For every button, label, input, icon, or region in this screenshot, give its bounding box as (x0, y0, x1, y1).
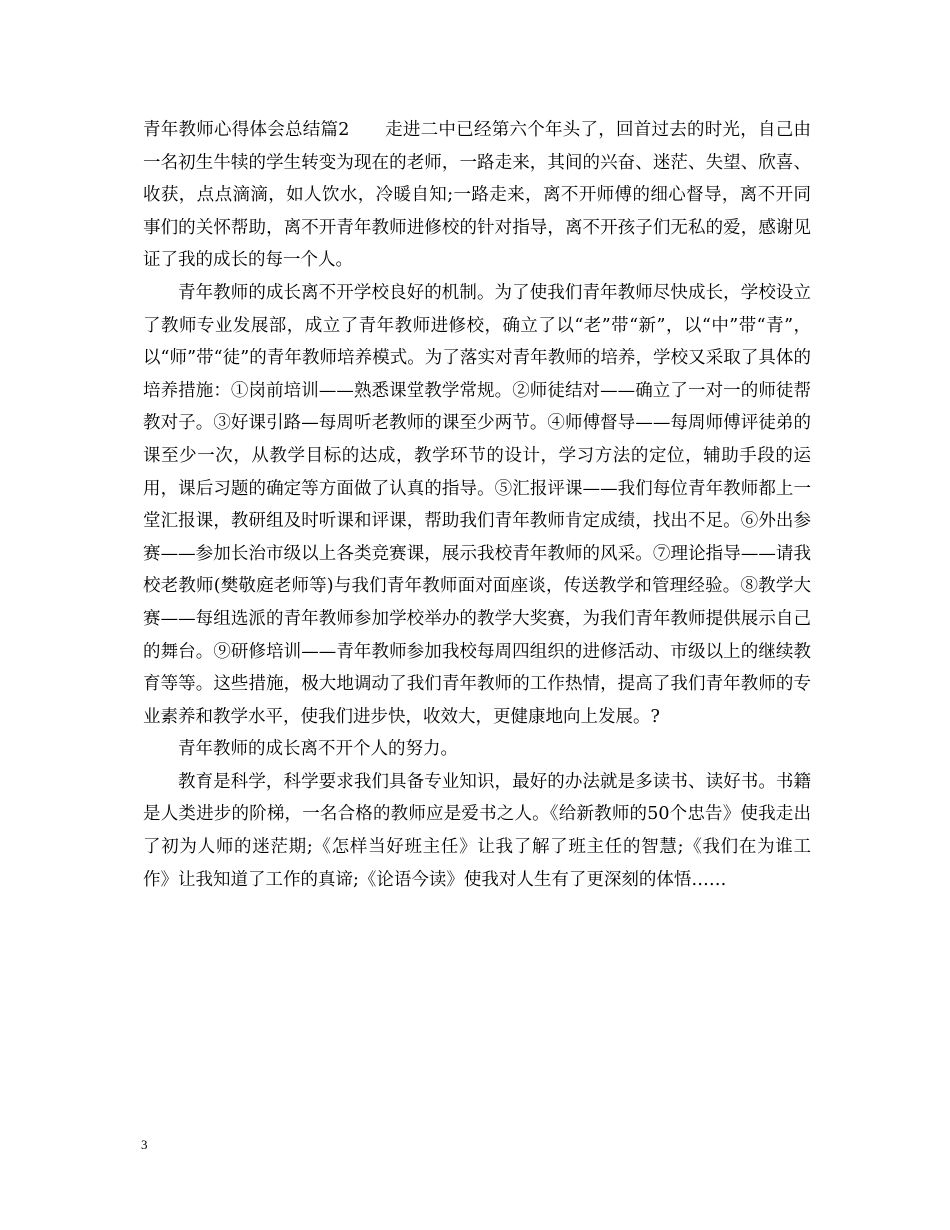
paragraph-reading: 教育是科学，科学要求我们具备专业知识，最好的办法就是多读书、读好书。书籍是人类进步的阶梯，一名合格的教师应是爱书之人。《给新教师的50个忠告》使我走出了初为人师的迷茫期;《怎样当好班主任》让我了解了班主任的智慧;《我们在为谁工作》让我知道了工作的真谛;《论语今读》使我对人生有了更深刻的体悟…… (143, 771, 811, 890)
paragraph-personal-effort: 青年教师的成长离不开个人的努力。 (178, 739, 458, 760)
paragraph-intro: 青年教师心得体会总结篇2 走进二中已经第六个年头了，回首过去的时光，自己由一名初生牛犊的学生转变为现在的老师，一路走来，其间的兴奋、迷茫、失望、欣喜、收获，点点滴滴，如人饮水，冷暖自知;一路走来，离不开师傅的细心督导，离不开同事们的关怀帮助，离不开青年教师进修校的针对指导，离不开孩子们无私的爱，感谢见证了我的成长的每一个人。 (143, 120, 811, 271)
paragraph-school-mechanism: 青年教师的成长离不开学校良好的机制。为了使我们青年教师尽快成长，学校设立了教师专业发展部，成立了青年教师进修校，确立了以“老”带“新”，以“中”带“青”，以“师”带“徒”的青年教师培养模式。为了落实对青年教师的培养，学校又采取了具体的培养措施：①岗前培训——熟悉课堂教学常规。②师徒结对——确立了一对一的师徒帮教对子。③好课引路—每周听老教师的课至少两节。④师傅督导——每周师傅评徒弟的课至少一次，从教学目标的达成，教学环节的设计，学习方法的定位，辅助手段的运用，课后习题的确定等方面做了认真的指导。⑤汇报评课——我们每位青年教师都上一堂汇报课，教研组及时听课和评课，帮助我们青年教师肯定成绩，找出不足。⑥外出参赛——参加长治市级以上各类竞赛课，展示我校青年教师的风采。⑦理论指导——请我校老教师(樊敬庭老师等)与我们青年教师面对面座谈，传送教学和管理经验。⑧教学大赛——每组选派的青年教师参加学校举办的教学大奖赛，为我们青年教师提供展示自己的舞台。⑨研修培训——青年教师参加我校每周四组织的进修活动、市级以上的继续教育等等。这些措施，极大地调动了我们青年教师的工作热情，提高了我们青年教师的专业素养和教学水平，使我们进步快，收效大，更健康地向上发展。? (143, 282, 811, 727)
document-body (143, 114, 811, 896)
page-number: 3 (141, 1137, 148, 1152)
